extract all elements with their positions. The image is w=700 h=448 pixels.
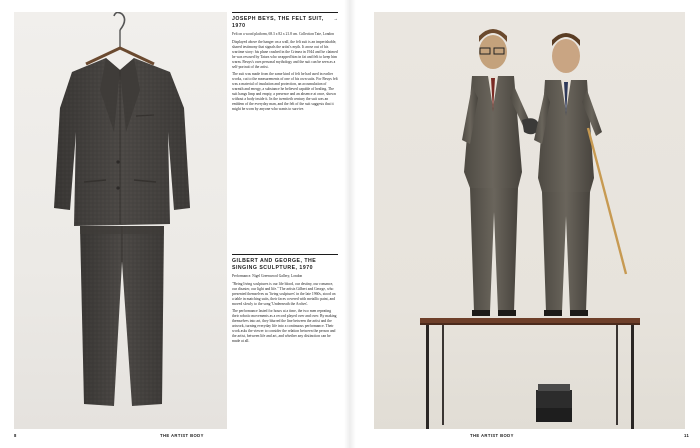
entry1-title: JOSEPH BEYS, THE FELT SUIT, 1970 (232, 16, 324, 29)
entry1-body (232, 40, 338, 112)
entry1-paragraph: The suit was made from the same kind of felt he had used in earlier works, cut to the measurements of one of his own suits. For Beuys felt was a material of insulation and protection, an accumulation of warmth and energy, a substance he believed capable of healing. The suit hangs limp and empty, a presence and an absence at once, shown without a body inside it. In the twentieth century the suit was an emblem of the everyday man, and the felt of the suit suggests that it might be worn by anyone who wants to survive. (232, 71, 338, 111)
entry2 (232, 254, 338, 346)
book-gutter (344, 0, 356, 448)
left-running-head: THE ARTIST BODY (160, 433, 204, 438)
caption-column (232, 12, 338, 343)
felt-suit-photograph (14, 12, 227, 429)
felt-suit-image (14, 12, 227, 429)
entry2-body (232, 282, 338, 344)
entry2-title: GILBERT AND GEORGE, THE SINGING SCULPTURE, 1970 (232, 258, 317, 271)
entry2-header (232, 255, 338, 271)
right-page-number: 11 (684, 433, 690, 438)
entry1-credit: Felt on a wood platform, 68.3 x 82 x 21.8 cm. Collection Tate, London (232, 32, 334, 36)
entry2-credit: Performance. Nigel Greenwood Gallery, London (232, 274, 303, 278)
singing-sculpture-image (374, 12, 685, 429)
entry1-header (232, 13, 338, 29)
right-running-head: THE ARTIST BODY (470, 433, 514, 438)
entry2-paragraph: The performance lasted for hours at a time, the two men repeating their robotic movements as a record played over and over. By making themselves into art, they blurred the line between the artist and the artwork, turning everyday life into a continuous performance. Their work asks the viewer to consider the relation between the person and the artist, between life and art, and whether any distinction can be made at all. (232, 308, 337, 343)
left-page-number: 8 (14, 433, 17, 438)
arrow-icon: → (333, 16, 338, 21)
singing-sculpture-photograph (374, 12, 685, 429)
entry2-paragraph: "Being living sculptures is our life blood, our destiny, our romance, our disaster, our light and life." The artists Gilbert and George, who presented themselves as 'living sculptures' in the late 1960s, stood on a table in matching suits, their faces covered with metallic paint, and moved slowly to the song 'Underneath the Arches'. (232, 281, 336, 306)
entry1-paragraph: Displayed above the hanger on a wall, the felt suit is an imperishable, shared testimony that signals the artist's myth. It arose out of his wartime story: his plane crashed in the Crimea in 1944 and he claimed he was rescued by Tatars who wrapped him in fat and felt to keep him warm. Beuys's own personal mythology and the suit can be seen as a self-portrait of the artist. (232, 39, 338, 69)
